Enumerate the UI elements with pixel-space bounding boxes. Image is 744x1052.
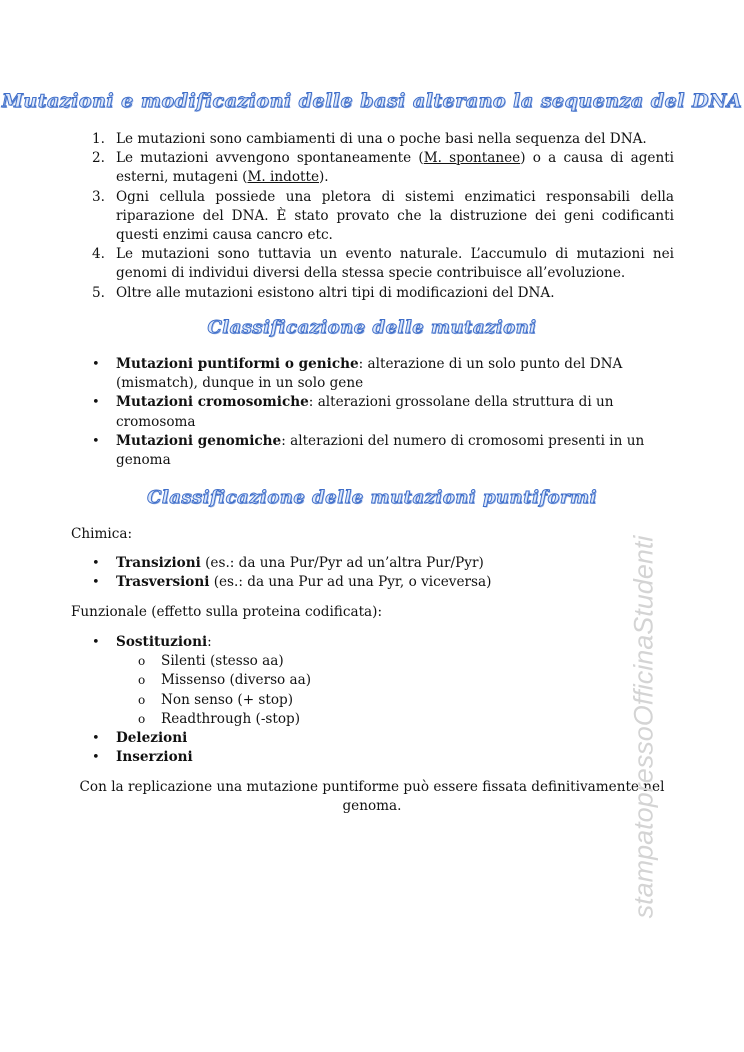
list-item [92,729,674,748]
underlined-term: M. spontanee [423,150,521,167]
list-item [92,355,674,393]
circle-bullet-icon: o [138,673,146,688]
sublist-item [116,691,674,710]
circle-bullet-icon: o [138,654,146,669]
sublist-item [116,671,674,690]
item-number: 2. [92,150,105,167]
term: Mutazioni genomiche [116,432,282,449]
circle-bullet-icon: o [138,711,146,726]
bullet-icon: • [92,433,100,449]
chemical-label: Chimica: [71,526,133,542]
item-number: 1. [92,131,105,147]
bullet-icon: • [92,575,100,591]
list-item [92,393,674,431]
circle-bullet-icon: o [138,692,146,707]
bullet-icon: • [92,395,100,411]
sublist-item [116,710,674,729]
term: Trasversioni [116,574,210,591]
numbered-list [92,130,674,303]
point-classification-title: Classificazione delle mutazioni puntiformi [147,487,597,508]
term: Transizioni [116,555,201,571]
classification-list [92,355,674,470]
sub-text: Missenso (diverso aa) [161,672,312,689]
definition: : [207,634,212,650]
underlined-term: M. indotte [247,169,319,186]
functional-label: Funzionale (effetto sulla proteina codificata): [71,604,383,620]
list-item [92,149,674,187]
list-item [92,573,674,592]
list-item [92,633,674,729]
definition: : alterazioni grossolane della struttura di un cromosoma [116,394,614,430]
sub-text: Non senso (+ stop) [161,691,294,708]
list-item [92,188,674,246]
definition: (es.: da una Pur ad una Pyr, o viceversa) [209,574,492,591]
item-number: 3. [92,188,105,205]
item-text: Oltre alle mutazioni esistono altri tipi di modificazioni del DNA. [116,284,555,301]
sub-text: Silenti (stesso aa) [161,653,284,670]
definition: : alterazione di un solo punto del DNA (mismatch), dunque in un solo gene [116,356,623,392]
list-item [92,284,674,303]
sublist-item [116,652,674,671]
term: Sostituzioni [116,634,208,650]
definition: : alterazioni del numero di cromosomi presenti in un genoma [116,432,645,469]
item-number: 4. [92,246,105,263]
term: Delezioni [116,730,188,747]
term: Inserzioni [116,749,193,766]
list-item [92,245,674,283]
conclusion-text: Con la replicazione una mutazione puntiforme può essere fissata definitivamente nel genoma. [79,779,665,815]
bullet-icon: • [92,731,100,747]
list-item [92,554,674,573]
list-item [92,130,674,149]
bullet-icon: • [92,556,100,571]
sub-text: Readthrough (-stop) [161,710,301,727]
item-text: Le mutazioni sono cambiamenti di una o poche basi nella sequenza del DNA. [116,131,647,147]
classification-title: Classificazione delle mutazioni [207,317,537,338]
list-item [92,432,674,470]
definition: (es.: da una Pur/Pyr ad un’altra Pur/Pyr) [200,555,484,571]
chemical-list [92,554,674,592]
item-number: 5. [92,284,105,301]
substitution-sublist [116,652,674,729]
item-text: Ogni cellula possiede una pletora di sistemi enzimatici responsabili della riparazione del DNA. È stato provato che la distruzione dei geni codificanti questi enzimi causa cancro etc. [116,188,674,244]
main-title: Mutazioni e modificazioni delle basi alterano la sequenza del DNA [1,90,743,112]
bullet-icon: • [92,750,100,766]
bullet-icon: • [92,357,100,372]
list-item [92,748,674,767]
item-text: ). [319,169,329,186]
item-text: ) o a causa di agenti esterni, mutageni ( [116,150,675,186]
functional-list [92,633,674,767]
watermark: stampatopressoOfficinaStudenti [628,535,659,919]
bullet-icon: • [92,635,100,650]
term: Mutazioni puntiformi o geniche [116,356,359,372]
item-text: Le mutazioni avvengono spontaneamente ( [116,150,424,167]
item-text: Le mutazioni sono tuttavia un evento naturale. L’accumulo di mutazioni nei genomi di individui diversi della stessa specie contribuisce all’evoluzione. [116,246,674,282]
term: Mutazioni cromosomiche [116,394,309,411]
